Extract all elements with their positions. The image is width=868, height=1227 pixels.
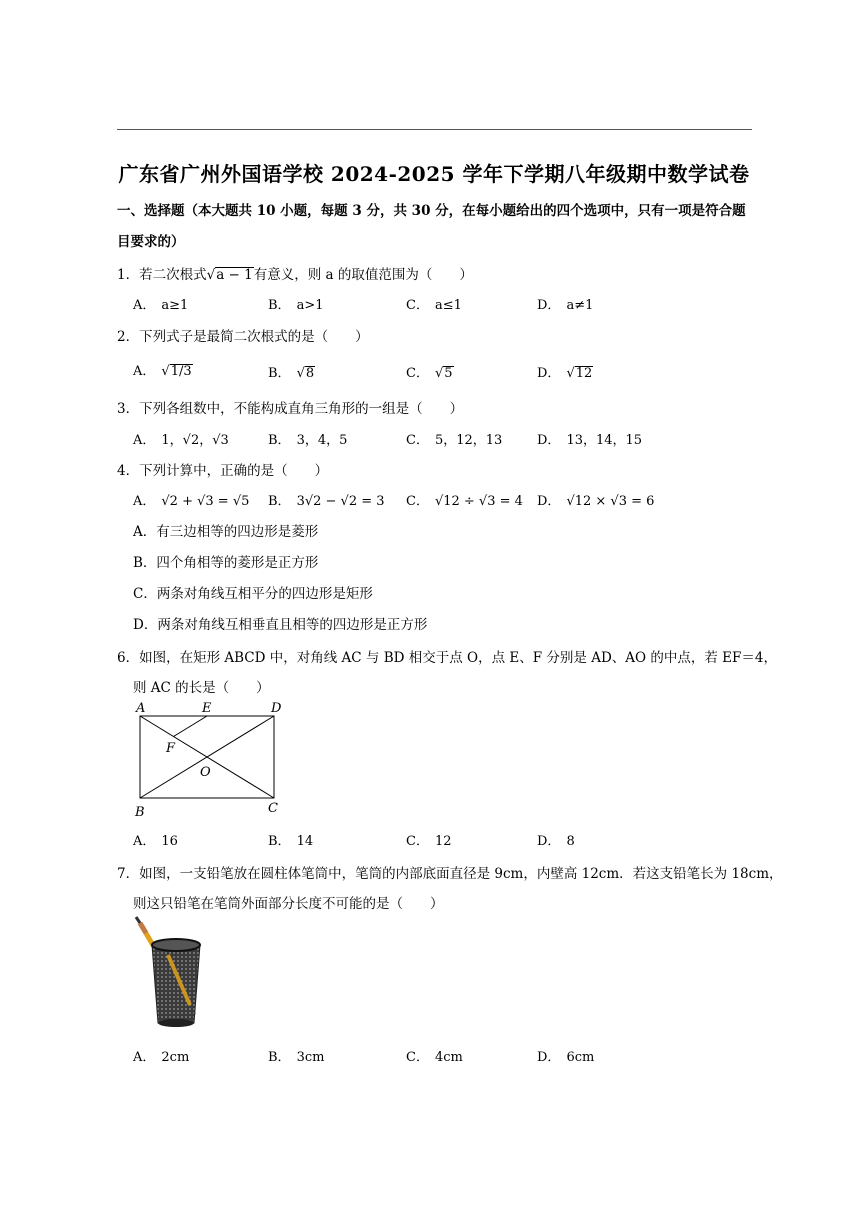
option-c: C． 5，12，13 xyxy=(406,433,503,448)
question-number: 2． xyxy=(117,329,140,345)
label-d: D xyxy=(271,701,282,716)
section-heading: 一、选择题（本大题共 10 小题，每题 3 分，共 30 分，在每小题给出的四个选项中，只有一项是符合题目要求的） xyxy=(117,203,746,250)
page-title: 广东省广州外国语学校 2024-2025 学年下学期八年级期中数学试卷 xyxy=(118,162,750,186)
question-text: 下列各组数中，不能构成直角三角形的一组是（ ） xyxy=(139,401,464,417)
pencil-holder-image xyxy=(132,915,212,1033)
question-text-line1: 如图，一支铅笔放在圆柱体笔筒中，笔筒的内部底面直径是 9cm，内壁高 12cm．若这支铅笔长为 18cm， xyxy=(139,866,783,882)
question-text-pre: 若二次根式 xyxy=(139,267,207,283)
question-text-line1: 如图，在矩形 ABCD 中，对角线 AC 与 BD 相交于点 O，点 E、F 分别是 AD、AO 的中点，若 EF＝4， xyxy=(139,650,777,666)
label-f: F xyxy=(166,741,176,756)
option-c: C． a≤1 xyxy=(406,298,462,313)
option-d: D． √12 xyxy=(537,366,593,381)
option-a: A． √2 + √3 = √5 xyxy=(133,494,250,509)
question-5-option-a: A．有三边相等的四边形是菱形 xyxy=(133,524,319,540)
segment-ef xyxy=(174,716,208,737)
pencil-holder-rim xyxy=(152,939,200,951)
question-text: 下列计算中，正确的是（ ） xyxy=(139,463,329,479)
question-4 xyxy=(117,459,328,479)
option-c: C． 12 xyxy=(406,834,452,849)
option-b: B． 3，4，5 xyxy=(268,433,348,448)
option-b: B． 3cm xyxy=(268,1050,325,1065)
option-d: D． 8 xyxy=(537,834,575,849)
option-a: A． 2cm xyxy=(133,1050,190,1065)
question-5-option-b: B．四个角相等的菱形是正方形 xyxy=(133,555,319,571)
question-text: 下列式子是最简二次根式的是（ ） xyxy=(139,329,369,345)
radicand: 1/3 xyxy=(170,364,192,379)
pencil-holder-body xyxy=(152,945,200,1023)
question-3 xyxy=(117,397,463,417)
option-a: A． √1/3 xyxy=(133,364,192,379)
radicand: a − 1 xyxy=(216,267,253,283)
question-number: 6． xyxy=(117,650,140,666)
label-e: E xyxy=(202,701,212,716)
option-a: A． 1，√2，√3 xyxy=(133,433,229,448)
question-6-line2: 则 AC 的长是（ ） xyxy=(133,680,270,696)
label-c: C xyxy=(268,801,278,816)
option-c: C． √5 xyxy=(406,366,453,381)
question-number: 4． xyxy=(117,463,140,479)
option-d: D． 6cm xyxy=(537,1050,595,1065)
option-b: B． 3√2 − √2 = 3 xyxy=(268,494,385,509)
header-rule xyxy=(117,129,752,130)
option-d: D． √12 × √3 = 6 xyxy=(537,494,655,509)
option-b: B． √8 xyxy=(268,366,315,381)
question-5-option-d: D．两条对角线互相垂直且相等的四边形是正方形 xyxy=(133,617,428,633)
option-d: D． 13，14，15 xyxy=(537,433,643,448)
label-b: B xyxy=(135,805,145,820)
option-b: B． 14 xyxy=(268,834,314,849)
question-text-post: 有意义，则 a 的取值范围为（ ） xyxy=(253,267,473,283)
option-c: C． √12 ÷ √3 = 4 xyxy=(406,494,523,509)
option-c: C． 4cm xyxy=(406,1050,463,1065)
option-d: D． a≠1 xyxy=(537,298,594,313)
pencil-holder-base xyxy=(158,1019,194,1027)
question-number: 1． xyxy=(117,267,140,283)
question-6 xyxy=(117,646,777,666)
option-a: A． a≥1 xyxy=(133,298,189,313)
option-b: B． a>1 xyxy=(268,298,324,313)
question-number: 3． xyxy=(117,401,140,417)
rectangle-figure xyxy=(128,700,293,820)
question-7-line2: 则这只铅笔在笔筒外面部分长度不可能的是（ ） xyxy=(133,896,444,912)
label-a: A xyxy=(136,701,146,716)
option-a: A． 16 xyxy=(133,834,178,849)
question-1: 1．若二次根式√a − 1有意义，则 a 的取值范围为（ ） xyxy=(117,267,473,283)
question-7 xyxy=(117,862,783,882)
label-o: O xyxy=(200,765,211,780)
question-number: 7． xyxy=(117,866,140,882)
question-5-option-c: C．两条对角线互相平分的四边形是矩形 xyxy=(133,586,373,602)
question-2 xyxy=(117,325,369,345)
